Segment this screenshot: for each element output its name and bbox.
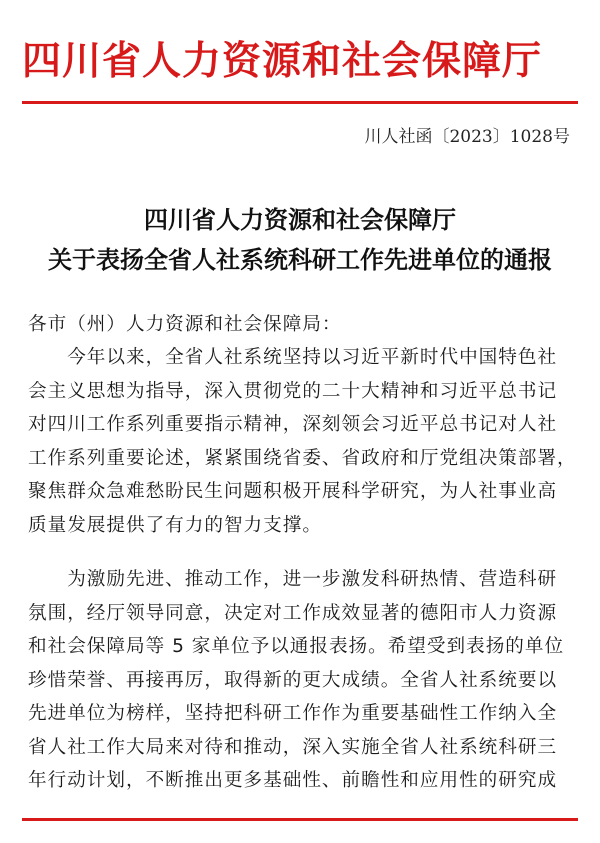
- paragraph-line: 聚焦群众急难愁盼民生问题积极开展科学研究，为人社事业高: [28, 481, 558, 502]
- paragraph-line: 年行动计划，不断推出更多基础性、前瞻性和应用性的研究成: [28, 770, 558, 791]
- paragraph-line: 对四川工作系列重要指示精神，深刻领会习近平总书记对人社: [28, 414, 558, 435]
- agency-masthead: 四川省人力资源和社会保障厅: [22, 38, 543, 84]
- document-title-line-1: 四川省人力资源和社会保障厅: [144, 206, 456, 234]
- document-title-line-2: 关于表扬全省人社系统科研工作先进单位的通报: [48, 246, 552, 274]
- paragraph-line: 今年以来，全省人社系统坚持以习近平新时代中国特色社: [28, 347, 558, 368]
- paragraph-line: 先进单位为榜样，坚持把科研工作作为重要基础性工作纳入全: [28, 703, 558, 724]
- footer-red-rule: [22, 818, 578, 821]
- paragraph-line: 省人社工作大局来对待和推动，深入实施全省人社系统科研三: [28, 736, 558, 758]
- document-number: 川人社函〔2023〕1028号: [364, 127, 570, 147]
- paragraph-2: [28, 563, 576, 798]
- paragraph-line: 质量发展提供了有力的智力支撑。: [28, 514, 322, 536]
- paragraph-1: [28, 341, 576, 542]
- paragraph-line: 氛围，经厅领导同意，决定对工作成效显著的德阳市人力资源: [28, 602, 558, 624]
- salutation: 各市（州）人力资源和社会保障局：: [28, 314, 342, 335]
- paragraph-line: 为激励先进、推动工作，进一步激发科研热情、营造科研: [28, 569, 558, 590]
- masthead-red-rule: [22, 101, 578, 104]
- paragraph-line: 工作系列重要论述，紧紧围绕省委、省政府和厅党组决策部署，: [28, 447, 577, 469]
- paragraph-line: 和社会保障局等 5 家单位予以通报表扬。希望受到表扬的单位: [28, 636, 565, 657]
- paragraph-line: 会主义思想为指导，深入贯彻党的二十大精神和习近平总书记: [28, 380, 558, 402]
- paragraph-line: 珍惜荣誉、再接再厉，取得新的更大成绩。全省人社系统要以: [28, 669, 558, 691]
